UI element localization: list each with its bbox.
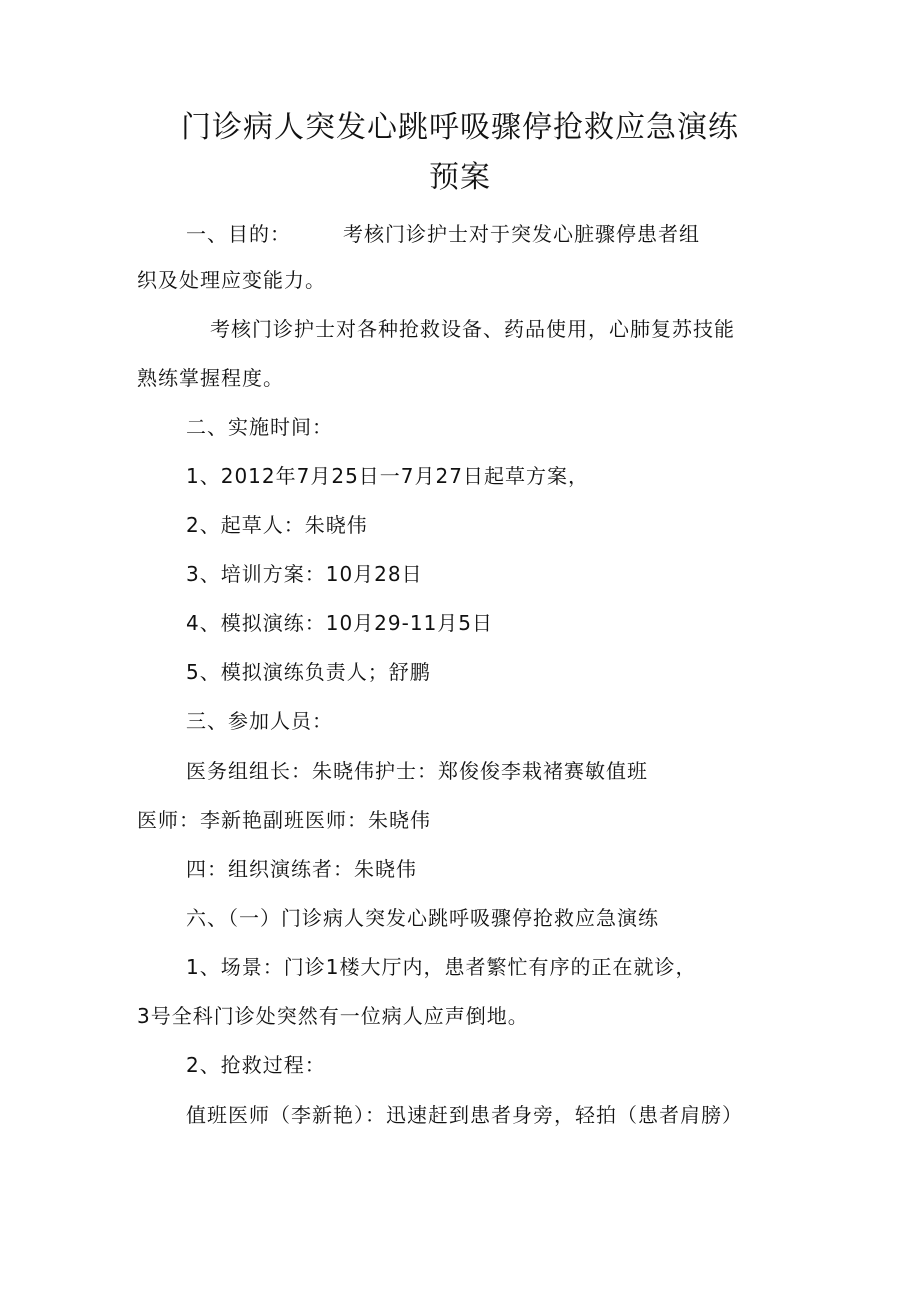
rescue-heading: 2、抢救过程： — [186, 1053, 326, 1077]
time-item-4: 4、模拟演练：10月29-11月5日 — [186, 611, 494, 635]
section-six-heading: 六、（一）门诊病人突发心跳呼吸骤停抢救应急演练 — [186, 906, 659, 930]
purpose-text-continued: 织及处理应变能力。 — [137, 268, 326, 292]
time-heading: 二、实施时间： — [186, 415, 333, 439]
purpose-text: 考核门诊护士对于突发心脏骤停患者组 — [343, 222, 700, 246]
scene-text: 1、场景：门诊1楼大厅内，患者繁忙有序的正在就诊， — [186, 955, 697, 979]
document-title-line1: 门诊病人突发心跳呼吸骤停抢救应急演练 — [181, 110, 739, 145]
purpose2-text-continued: 熟练掌握程度。 — [137, 366, 284, 390]
time-item-1: 1、2012年7月25日一7月27日起草方案， — [186, 464, 589, 488]
personnel-text-continued: 医师：李新艳副班医师：朱晓伟 — [137, 808, 431, 832]
personnel-text: 医务组组长：朱晓伟护士：郑俊俊李栽褚赛敏值班 — [186, 759, 648, 783]
time-item-2: 2、起草人：朱晓伟 — [186, 513, 368, 537]
purpose-label: 一、目的： — [186, 222, 291, 246]
time-item-3: 3、培训方案：10月28日 — [186, 562, 423, 586]
document-title-line2: 预案 — [429, 160, 491, 195]
purpose2-text: 考核门诊护士对各种抢救设备、药品使用，心肺复苏技能 — [210, 317, 735, 341]
personnel-heading: 三、参加人员： — [186, 709, 333, 733]
time-item-5: 5、模拟演练负责人；舒鹏 — [186, 660, 431, 684]
scene-text-continued: 3号全科门诊处突然有一位病人应声倒地。 — [137, 1004, 529, 1028]
purpose-paragraph — [186, 220, 700, 248]
rescue-text: 值班医师（李新艳）：迅速赶到患者身旁，轻拍（患者肩膀） — [186, 1103, 743, 1127]
organizer-line: 四：组织演练者：朱晓伟 — [186, 857, 417, 881]
